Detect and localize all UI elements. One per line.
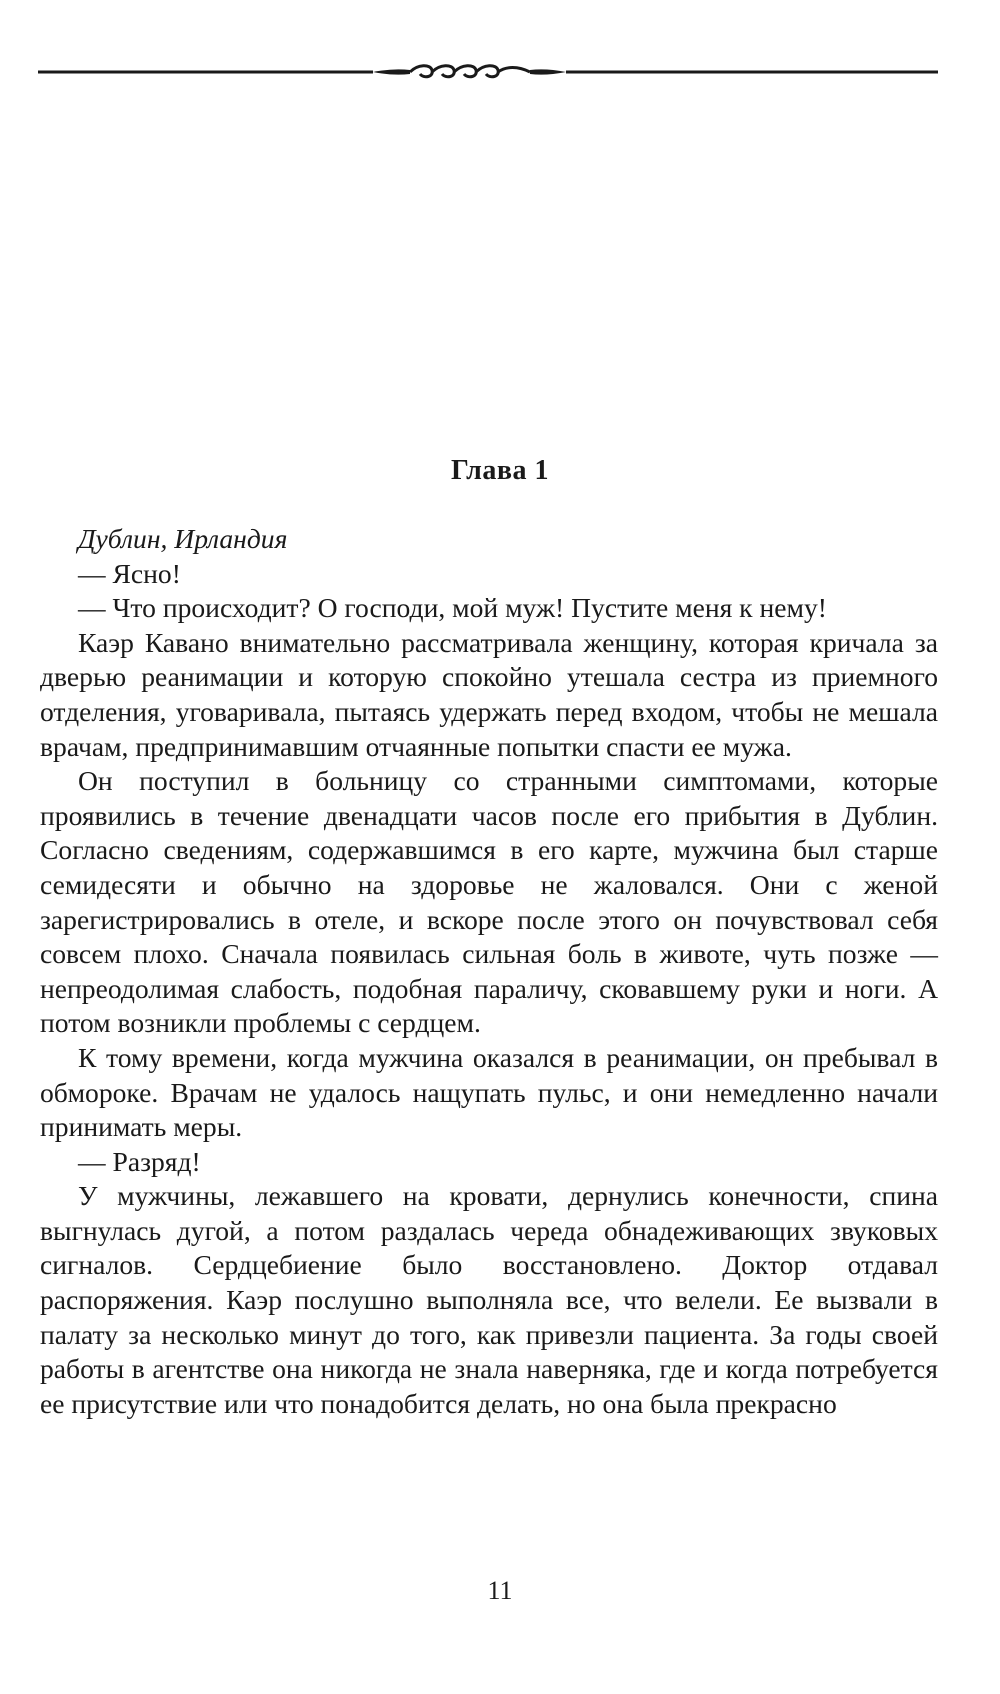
paragraph: — Ясно!	[78, 557, 181, 589]
ornament-divider	[38, 64, 938, 94]
paragraph: К тому времени, когда мужчина оказался в реанимации, он пребывал в обмороке. Врачам не удалось нащупать пульс, и они немедленно начали принимать меры.	[40, 1041, 938, 1143]
paragraph: Он поступил в больницу со странными симптомами, которые проявились в течение двенадцати часов после его прибытия в Дублин. Согласно сведениям, содержавшимся в его карте, мужчина был старше семидесяти и обычно на здоровье не жаловался. Они с женой зарегистрировались в отеле, и вскоре после этого он почувствовал себя совсем плохо. Сначала появилась сильная боль в животе, чуть позже — непреодолимая слабость, подобная параличу, сковавшему руки и ноги. А потом возникли проблемы с сердцем.	[40, 765, 938, 1039]
body-text	[40, 522, 938, 1421]
paragraph: — Разряд!	[78, 1145, 201, 1177]
paragraph: — Что происходит? О господи, мой муж! Пустите меня к нему!	[78, 592, 827, 624]
location-line: Дублин, Ирландия	[78, 523, 288, 554]
chapter-title: Глава 1	[451, 455, 549, 486]
page-number: 11	[487, 1576, 513, 1605]
paragraph: У мужчины, лежавшего на кровати, дернулись конечности, спина выгнулась дугой, а потом раздалась череда обнадеживающих звуковых сигналов. Сердцебиение было восстановлено. Доктор отдавал распоряжения. Каэр послушно выполняла все, что велели. Ее вызвали в палату за несколько минут до того, как привезли пациента. За годы своей работы в агентстве она никогда не знала наверняка, где и когда потребуется ее присутствие или что понадобится делать, но она была прекрасно	[40, 1180, 938, 1419]
paragraph: Каэр Кавано внимательно рассматривала женщину, которая кричала за дверью реанимации и которую спокойно утешала сестра из приемного отделения, уговаривала, пытаясь удержать перед входом, чтобы не мешала врачам, предпринимавшим отчаянные попытки спасти ее мужа.	[40, 626, 938, 762]
